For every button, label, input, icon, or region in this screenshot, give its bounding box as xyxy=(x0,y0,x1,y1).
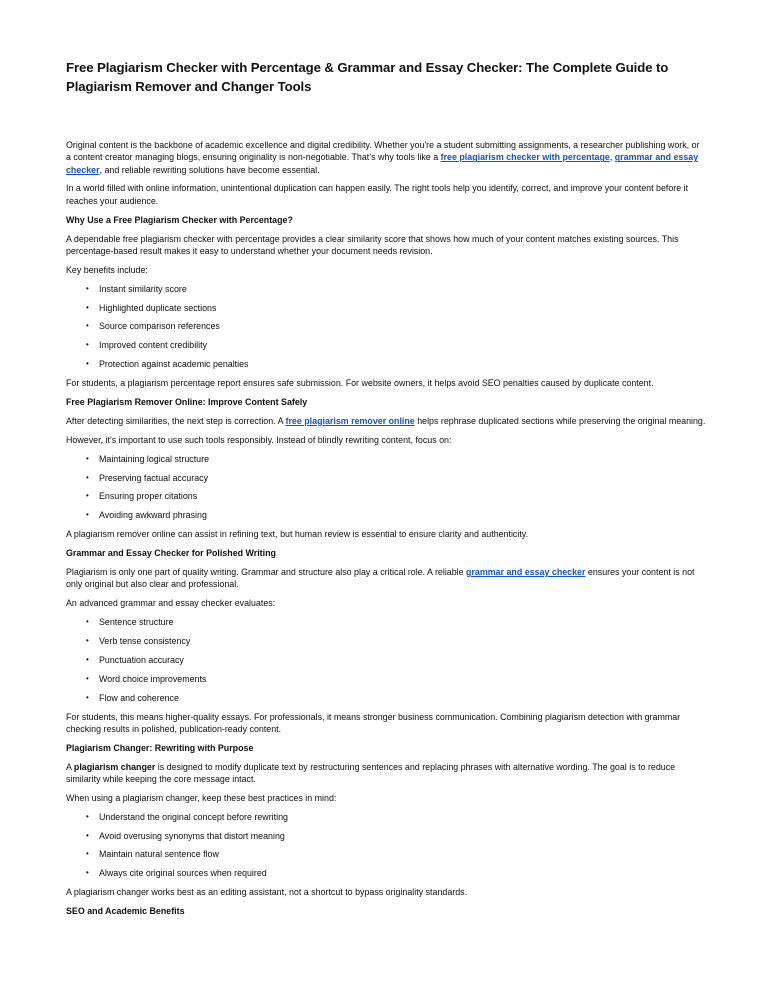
section3-paragraph-1: Plagiarism is only one part of quality writing. Grammar and structure also play a critical role. A reliable grammar and essay checker ensures your content is not only original but also clear and professional. xyxy=(66,567,695,590)
list-item: • Instant similarity score xyxy=(86,283,187,294)
bullet-icon: • xyxy=(86,617,89,627)
list-item: • Improved content credibility xyxy=(86,340,208,351)
list-item: • Maintaining logical structure xyxy=(86,453,210,464)
list-item: • Verb tense consistency xyxy=(86,635,191,646)
bullet-icon: • xyxy=(86,472,89,482)
list-item: • Understand the original concept before rewriting xyxy=(86,811,288,822)
bullet-icon: • xyxy=(86,654,89,664)
list-item: • Protection against academic penalties xyxy=(86,359,249,370)
link-grammar-and-essay-checker[interactable]: grammar and essay checker xyxy=(66,152,699,175)
section4-paragraph-2: A plagiarism changer works best as an editing assistant, not a shortcut to bypass originality standards. xyxy=(66,887,468,898)
section-heading-why-use: Why Use a Free Plagiarism Checker with Percentage? xyxy=(66,214,293,225)
key-benefits-list xyxy=(66,283,706,371)
section-heading-remover-online: Free Plagiarism Remover Online: Improve Content Safely xyxy=(66,396,308,407)
link-free-plagiarism-remover-online[interactable]: free plagiarism remover online xyxy=(285,415,415,426)
intro-paragraph-2: In a world filled with online information, unintentional duplication can happen easily. The right tools help you identify, correct, and improve your content before it reaches your audience. xyxy=(66,183,689,206)
bullet-icon: • xyxy=(86,359,89,369)
section1-paragraph-1: A dependable free plagiarism checker with percentage provides a clear similarity score that shows how much of your content matches existing sources. This percentage-based result makes it easy to understand whether your document needs revision. xyxy=(66,233,679,256)
list-item: • Punctuation accuracy xyxy=(86,654,184,665)
keyword-plagiarism-changer: plagiarism changer xyxy=(73,761,156,772)
bullet-icon: • xyxy=(86,453,89,463)
list-item: • Ensuring proper citations xyxy=(86,491,198,502)
intro-paragraph-1: Original content is the backbone of academic excellence and digital credibility. Whether you're a student submitting assignments, a researcher publishing work, or a content creator managing blogs, ensuring originality is non-negotiable. That’s why tools like a free plagiarism checker with percentage, grammar and essay checker, and reliable rewriting solutions have become essential. xyxy=(66,140,700,175)
bullet-icon: • xyxy=(86,302,89,312)
bullet-icon: • xyxy=(86,635,89,645)
section-heading-seo-academic-benefits: SEO and Academic Benefits xyxy=(66,906,185,917)
list-item: • Source comparison references xyxy=(86,321,220,332)
section3-paragraph-2: For students, this means higher-quality essays. For professionals, it means stronger business communication. Combining plagiarism detection with grammar checking results in polished, publication-ready content. xyxy=(66,711,681,734)
section4-paragraph-1: A plagiarism changer is designed to modify duplicate text by restructuring sentences and replacing phrases with alternative wording. The goal is to reduce similarity while keeping the core message intact. xyxy=(66,761,676,784)
document-title: Free Plagiarism Checker with Percentage & Grammar and Essay Checker: The Complete Guide to Plagiarism Remover and Changer Tools xyxy=(66,60,669,94)
link-grammar-and-essay-checker-2[interactable]: grammar and essay checker xyxy=(466,567,586,577)
section-heading-grammar-essay-checker: Grammar and Essay Checker for Polished Writing xyxy=(66,548,276,559)
focus-list xyxy=(66,453,706,522)
bullet-icon: • xyxy=(86,491,89,501)
section3-list-intro: An advanced grammar and essay checker evaluates: xyxy=(66,598,276,609)
list-item: • Sentence structure xyxy=(86,617,174,628)
list-item: • Highlighted duplicate sections xyxy=(86,302,217,313)
bullet-icon: • xyxy=(86,510,89,520)
bullet-icon: • xyxy=(86,340,89,350)
list-item: • Maintain natural sentence flow xyxy=(86,849,219,860)
bullet-icon: • xyxy=(86,321,89,331)
bullet-icon: • xyxy=(86,692,89,702)
evaluates-list xyxy=(66,616,706,704)
bullet-icon: • xyxy=(86,849,89,859)
document-body xyxy=(66,139,706,924)
best-practices-list xyxy=(66,811,706,880)
bullet-icon: • xyxy=(86,283,89,293)
section2-paragraph-1: After detecting similarities, the next step is correction. A free plagiarism remover online helps rephrase duplicated sections while preserving the original meaning. xyxy=(66,415,706,426)
list-item: • Avoid overusing synonyms that distort meaning xyxy=(86,830,285,841)
bullet-icon: • xyxy=(86,811,89,821)
section2-paragraph-2: A plagiarism remover online can assist in refining text, but human review is essential to ensure clarity and authenticity. xyxy=(66,529,529,540)
list-item: • Flow and coherence xyxy=(86,692,179,703)
bullet-icon: • xyxy=(86,673,89,683)
list-item: • Word choice improvements xyxy=(86,673,207,684)
section-heading-plagiarism-changer: Plagiarism Changer: Rewriting with Purpose xyxy=(66,742,254,753)
bullet-icon: • xyxy=(86,830,89,840)
list-item: • Avoiding awkward phrasing xyxy=(86,510,207,521)
section1-paragraph-2: For students, a plagiarism percentage report ensures safe submission. For website owners, it helps avoid SEO penalties caused by duplicate content. xyxy=(66,378,654,389)
list-item: • Preserving factual accuracy xyxy=(86,472,209,483)
list-item: • Always cite original sources when required xyxy=(86,868,267,879)
section4-list-intro: When using a plagiarism changer, keep these best practices in mind: xyxy=(66,792,337,803)
section2-list-intro: However, it’s important to use such tools responsibly. Instead of blindly rewriting content, focus on: xyxy=(66,434,452,445)
bullet-icon: • xyxy=(86,868,89,878)
section1-list-intro: Key benefits include: xyxy=(66,264,148,275)
link-free-plagiarism-checker-with-percentage[interactable]: free plagiarism checker with percentage xyxy=(440,152,610,163)
